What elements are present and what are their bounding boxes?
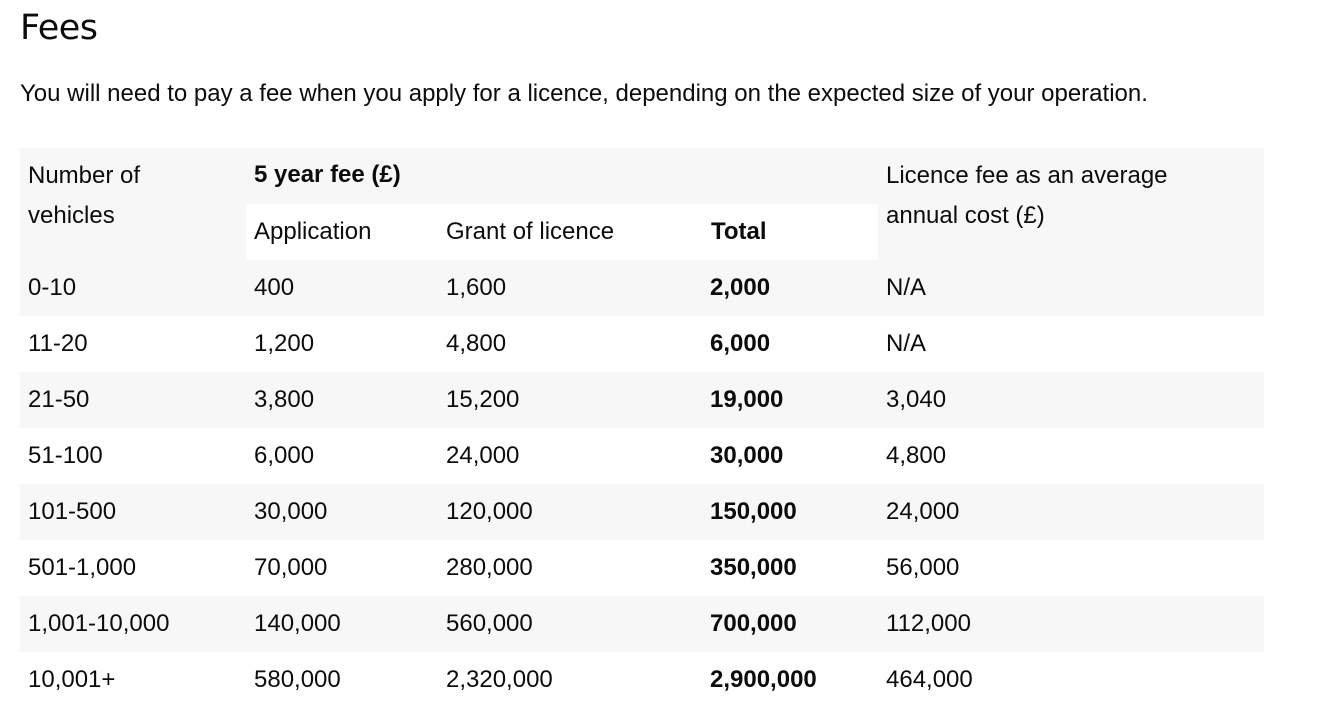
cell-application: 1,200 bbox=[254, 330, 315, 357]
fees-table bbox=[20, 148, 1264, 708]
cell-grant: 560,000 bbox=[446, 610, 533, 637]
cell-annual: 3,040 bbox=[886, 386, 947, 413]
cell-vehicles: 10,001+ bbox=[28, 666, 116, 693]
cell-total: 350,000 bbox=[710, 554, 797, 581]
cell-application: 3,800 bbox=[254, 386, 315, 413]
table-row bbox=[20, 428, 1264, 484]
cell-annual: 24,000 bbox=[886, 498, 960, 525]
cell-application: 400 bbox=[254, 274, 295, 301]
cell-grant: 120,000 bbox=[446, 498, 533, 525]
cell-application: 580,000 bbox=[254, 666, 341, 693]
cell-grant: 280,000 bbox=[446, 554, 533, 581]
cell-total: 30,000 bbox=[710, 442, 784, 469]
cell-vehicles: 501-1,000 bbox=[28, 554, 137, 581]
cell-annual: 4,800 bbox=[886, 442, 947, 469]
cell-application: 140,000 bbox=[254, 610, 341, 637]
cell-total: 2,000 bbox=[710, 274, 771, 301]
cell-application: 70,000 bbox=[254, 554, 328, 581]
cell-total: 150,000 bbox=[710, 498, 797, 525]
cell-total: 700,000 bbox=[710, 610, 797, 637]
cell-application: 6,000 bbox=[254, 442, 315, 469]
cell-annual: 56,000 bbox=[886, 554, 960, 581]
cell-annual: N/A bbox=[886, 330, 927, 357]
cell-grant: 15,200 bbox=[446, 386, 520, 413]
cell-grant: 2,320,000 bbox=[446, 666, 553, 693]
table-row bbox=[20, 372, 1264, 428]
cell-vehicles: 21-50 bbox=[28, 386, 90, 413]
cell-grant: 1,600 bbox=[446, 274, 507, 301]
table-row bbox=[20, 484, 1264, 540]
cell-annual: 464,000 bbox=[886, 666, 973, 693]
cell-total: 19,000 bbox=[710, 386, 784, 413]
table-header bbox=[20, 148, 1264, 260]
cell-vehicles: 0-10 bbox=[28, 274, 77, 301]
intro-paragraph: You will need to pay a fee when you apply for a licence, depending on the expected size of your operation. bbox=[20, 80, 1148, 107]
table-row bbox=[20, 596, 1264, 652]
cell-total: 2,900,000 bbox=[710, 666, 817, 693]
cell-vehicles: 1,001-10,000 bbox=[28, 610, 170, 637]
header-grant-of-licence: Grant of licence bbox=[446, 218, 615, 245]
header-5-year-fee: 5 year fee (£) bbox=[254, 161, 401, 188]
cell-application: 30,000 bbox=[254, 498, 328, 525]
header-application: Application bbox=[254, 218, 372, 245]
table-row bbox=[20, 260, 1264, 316]
cell-vehicles: 101-500 bbox=[28, 498, 117, 525]
cell-total: 6,000 bbox=[710, 330, 771, 357]
cell-grant: 4,800 bbox=[446, 330, 507, 357]
table-row bbox=[20, 316, 1264, 372]
page-title: Fees bbox=[20, 8, 98, 48]
cell-vehicles: 11-20 bbox=[28, 330, 88, 357]
cell-grant: 24,000 bbox=[446, 442, 520, 469]
cell-vehicles: 51-100 bbox=[28, 442, 103, 469]
header-number-of-vehicles: Number of vehicles bbox=[28, 162, 141, 229]
header-annual-cost: Licence fee as an average annual cost (£) bbox=[886, 162, 1168, 229]
cell-annual: N/A bbox=[886, 274, 927, 301]
cell-annual: 112,000 bbox=[886, 610, 971, 637]
table-row bbox=[20, 540, 1264, 596]
table-row bbox=[20, 652, 1264, 708]
header-total: Total bbox=[711, 218, 767, 245]
